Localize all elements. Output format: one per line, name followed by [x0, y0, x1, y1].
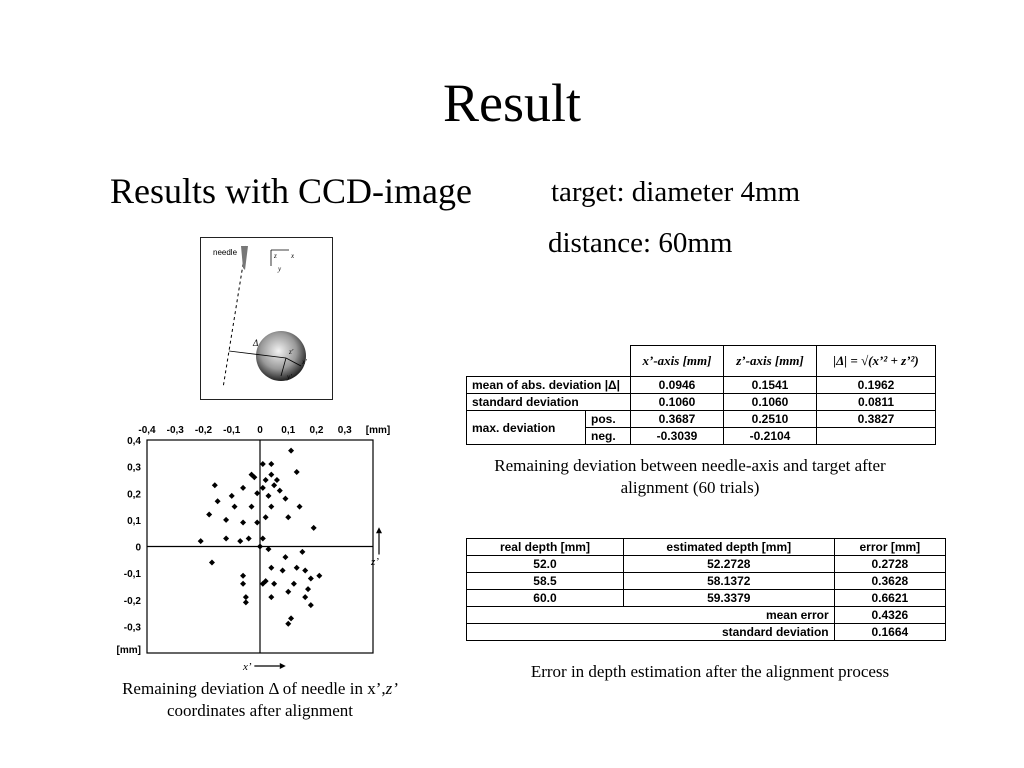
- data-point: [243, 594, 249, 600]
- y-tick-label: 0,3: [127, 462, 141, 474]
- axis-y-label: y: [278, 265, 282, 273]
- cell: 59.3379: [623, 590, 834, 607]
- col-z-axis: z’-axis [mm]: [724, 346, 817, 377]
- x-tick-label: -0,4: [138, 425, 156, 436]
- data-point: [268, 565, 274, 571]
- table-row: [467, 411, 936, 428]
- y-tick-label: -0,2: [123, 595, 141, 607]
- data-point: [232, 504, 238, 510]
- plot-caption-z: z’: [385, 679, 398, 698]
- cell: -0.3039: [631, 428, 724, 445]
- data-point: [280, 567, 286, 573]
- data-point: [260, 485, 266, 491]
- data-point: [268, 461, 274, 467]
- y-tick-label: 0,2: [127, 489, 141, 501]
- x-tick-label: -0,3: [166, 425, 184, 436]
- needle-label: needle: [213, 248, 238, 257]
- cell: 0.3827: [817, 411, 936, 428]
- col-real-depth: real depth [mm]: [467, 539, 624, 556]
- axis-x-label: x: [291, 252, 295, 260]
- data-point: [229, 493, 235, 499]
- depth-table: [466, 538, 946, 641]
- data-point: [316, 573, 322, 579]
- needle-shape: [241, 246, 248, 270]
- cell: 52.2728: [623, 556, 834, 573]
- distance-text: distance: 60mm: [548, 227, 733, 259]
- data-point: [282, 496, 288, 502]
- cell: 0.1060: [724, 394, 817, 411]
- data-point: [240, 581, 246, 587]
- x-axis-arrowhead: [280, 663, 286, 669]
- data-point: [243, 599, 249, 605]
- data-point: [308, 602, 314, 608]
- data-point: [285, 514, 291, 520]
- ball-y-label: y': [287, 373, 292, 381]
- data-point: [294, 469, 300, 475]
- row-label: standard deviation: [467, 394, 631, 411]
- target-ball: [256, 331, 306, 381]
- needle-diagram: [200, 237, 333, 400]
- x-tick-label: 0,2: [309, 425, 324, 436]
- data-point: [260, 536, 266, 542]
- table-corner: [467, 346, 631, 377]
- deviation-table: [466, 345, 936, 445]
- cell: 0.0811: [817, 394, 936, 411]
- mean-error-value: 0.4326: [834, 607, 945, 624]
- data-point: [285, 621, 291, 627]
- cell: 0.1541: [724, 377, 817, 394]
- data-point: [285, 589, 291, 595]
- plot-caption-part2: coordinates after alignment: [167, 701, 353, 720]
- data-point: [282, 554, 288, 560]
- data-point: [294, 565, 300, 571]
- target-text: target: diameter 4mm: [551, 176, 801, 208]
- y-tick-label: 0,1: [127, 515, 141, 527]
- cell: [817, 428, 936, 445]
- y-tick-label: 0,4: [127, 436, 141, 447]
- data-point: [246, 536, 252, 542]
- data-point: [277, 488, 283, 494]
- z-axis-arrowhead: [376, 527, 382, 533]
- y-tick-label: 0: [135, 542, 141, 554]
- neg-label: neg.: [586, 428, 631, 445]
- z-axis-label: z’: [371, 556, 379, 569]
- cell: 0.1060: [631, 394, 724, 411]
- needle-diagram-svg: [201, 238, 332, 399]
- data-point: [240, 573, 246, 579]
- plot-caption: [90, 678, 430, 722]
- x-axis-label: x’: [243, 661, 252, 673]
- needle-axis-line: [223, 246, 246, 388]
- data-point: [249, 504, 255, 510]
- data-point: [271, 581, 277, 587]
- plot-caption-part1: Remaining deviation Δ of needle in x’,: [122, 679, 386, 698]
- slide-subtitle: Results with CCD-image: [110, 171, 472, 211]
- cell: 0.1962: [817, 377, 936, 394]
- cell: 0.3628: [834, 573, 945, 590]
- data-point: [215, 498, 221, 504]
- axis-z-label: z: [274, 252, 277, 260]
- x-tick-label: -0,1: [223, 425, 241, 436]
- table-row: [467, 607, 946, 624]
- delta-label: Δ: [253, 338, 259, 348]
- data-point: [237, 538, 243, 544]
- col-estimated-depth: estimated depth [mm]: [623, 539, 834, 556]
- x-tick-label: 0,3: [337, 425, 352, 436]
- data-point: [288, 615, 294, 621]
- col-x-axis: x’-axis [mm]: [631, 346, 724, 377]
- data-point: [240, 485, 246, 491]
- data-point: [302, 594, 308, 600]
- data-point: [271, 482, 277, 488]
- table2-caption: Error in depth estimation after the alignment process: [530, 662, 890, 681]
- data-point: [288, 448, 294, 454]
- scatter-svg: [116, 420, 391, 675]
- data-point: [223, 536, 229, 542]
- data-point: [206, 512, 212, 518]
- data-point: [308, 575, 314, 581]
- y-tick-label: -0,1: [123, 569, 141, 581]
- table-row: [467, 394, 936, 411]
- data-point: [257, 544, 263, 550]
- table-row: [467, 377, 936, 394]
- sd-value: 0.1664: [834, 624, 945, 641]
- pos-label: pos.: [586, 411, 631, 428]
- x-tick-label: 0,1: [281, 425, 296, 436]
- x-tick-label: 0: [257, 425, 263, 436]
- cell: 0.6621: [834, 590, 945, 607]
- ball-z-label: z': [289, 348, 294, 356]
- table-row: [467, 590, 946, 607]
- table-row: [467, 573, 946, 590]
- data-point: [268, 472, 274, 478]
- data-point: [302, 567, 308, 573]
- mean-error-label: mean error: [467, 607, 835, 624]
- data-point: [263, 514, 269, 520]
- y-tick-label: -0,3: [123, 622, 141, 634]
- data-point: [299, 549, 305, 555]
- data-point: [240, 520, 246, 526]
- deviation-scatter-plot: [116, 420, 391, 675]
- table-header-row: [467, 539, 946, 556]
- cell: 58.5: [467, 573, 624, 590]
- table-row: [467, 556, 946, 573]
- cell: 58.1372: [623, 573, 834, 590]
- slide-title: Result: [442, 73, 581, 133]
- data-point: [297, 504, 303, 510]
- max-deviation-label: max. deviation: [467, 411, 586, 445]
- data-point: [265, 493, 271, 499]
- cell: 60.0: [467, 590, 624, 607]
- cell: 0.3687: [631, 411, 724, 428]
- data-point: [291, 581, 297, 587]
- cell: 0.2510: [724, 411, 817, 428]
- cell: 52.0: [467, 556, 624, 573]
- sd-label: standard deviation: [467, 624, 835, 641]
- data-point: [268, 594, 274, 600]
- data-point: [212, 482, 218, 488]
- data-point: [268, 504, 274, 510]
- data-point: [209, 559, 215, 565]
- cell: 0.2728: [834, 556, 945, 573]
- table-header-row: [467, 346, 936, 377]
- data-point: [198, 538, 204, 544]
- data-point: [260, 461, 266, 467]
- data-point: [305, 586, 311, 592]
- data-point: [274, 477, 280, 483]
- y-unit-label: [mm]: [116, 645, 141, 656]
- data-point: [223, 517, 229, 523]
- col-abs-delta: |Δ| = √(x’² + z’²): [817, 346, 936, 377]
- col-error: error [mm]: [834, 539, 945, 556]
- data-point: [254, 520, 260, 526]
- x-unit-label: [mm]: [365, 425, 391, 436]
- cell: 0.0946: [631, 377, 724, 394]
- table-row: [467, 624, 946, 641]
- x-tick-label: -0,2: [194, 425, 213, 436]
- data-point: [254, 490, 260, 496]
- data-point: [263, 477, 269, 483]
- ball-x-label: x': [302, 358, 307, 366]
- cell: -0.2104: [724, 428, 817, 445]
- data-point: [311, 525, 317, 531]
- table1-caption: Remaining deviation between needle-axis and target after alignment (60 trials): [494, 456, 886, 497]
- row-label: mean of abs. deviation |Δ|: [467, 377, 631, 394]
